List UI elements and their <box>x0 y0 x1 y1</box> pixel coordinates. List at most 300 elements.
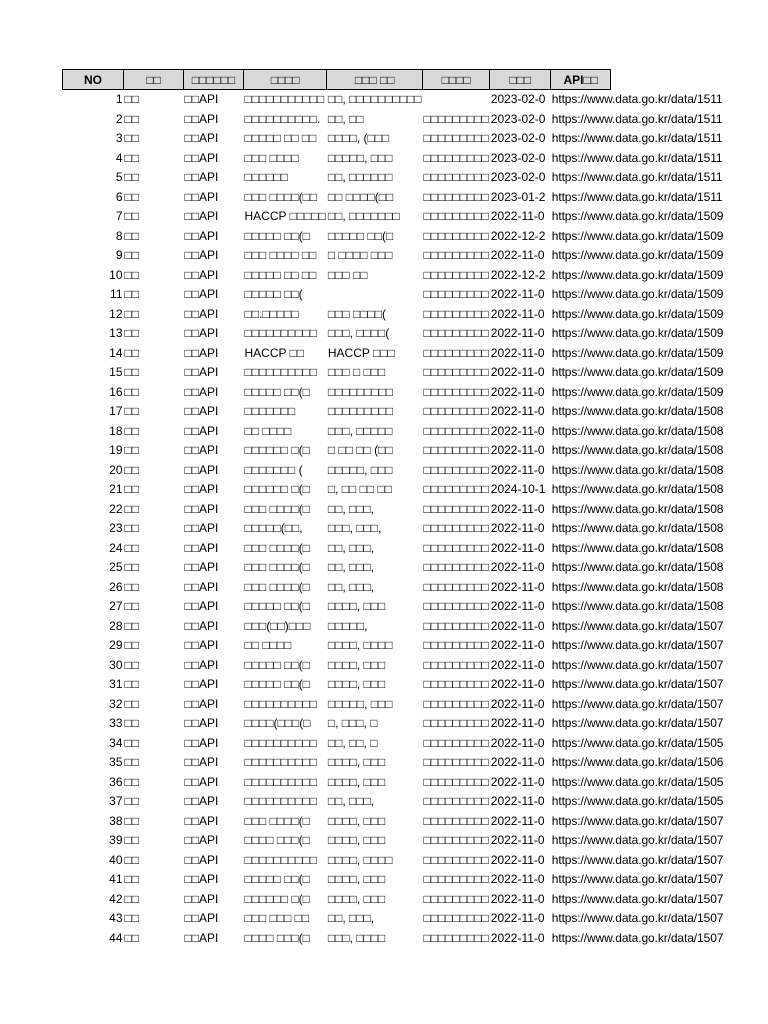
table-row <box>63 792 732 812</box>
cell-col6: □□□□□□□□□ <box>423 365 489 379</box>
row-number: 39 <box>109 833 123 847</box>
table-row <box>63 578 732 598</box>
cell-date: 2022-11-0 <box>490 248 545 262</box>
cell-col3: □□API <box>184 891 219 906</box>
row-number: 4 <box>115 150 123 165</box>
row-number: 19 <box>109 443 123 457</box>
cell-col3: □□API <box>184 696 219 711</box>
cell-col3: □□API <box>184 638 219 652</box>
cell-date: 2022-11-0 <box>490 423 545 438</box>
row-number: 21 <box>109 482 123 496</box>
cell-col3: □□API <box>184 131 219 145</box>
cell-api-url: https://www.data.go.kr/data/1507 <box>551 930 724 945</box>
cell-col3: □□API <box>184 540 219 555</box>
cell-date: 2022-11-0 <box>490 774 545 789</box>
cell-date: 2023-01-2 <box>490 189 546 204</box>
cell-col6: □□□□□□□□□ <box>423 384 489 399</box>
table-row <box>63 266 732 286</box>
table-row <box>63 656 732 676</box>
cell-col4: □□□□□□□□□□ <box>244 794 317 808</box>
cell-date: 2022-12-2 <box>490 267 546 282</box>
cell-col4: □□□□□□□□□□. <box>244 111 321 126</box>
cell-api-url: https://www.data.go.kr/data/1508 <box>551 540 724 555</box>
cell-col3: □□API <box>184 228 219 243</box>
table-row <box>63 890 732 910</box>
cell-api-url: https://www.data.go.kr/data/1507 <box>551 852 724 867</box>
cell-col2: □□ <box>124 150 139 165</box>
row-number: 36 <box>109 774 123 789</box>
cell-col5: □□□, □□□□ <box>327 930 386 945</box>
table-row <box>63 207 732 227</box>
cell-col3: □□API <box>184 248 219 262</box>
cell-col5: □□□□, □□□□ <box>327 638 393 652</box>
cell-col2: □□ <box>124 579 139 594</box>
cell-api-url: https://www.data.go.kr/data/1505 <box>551 794 724 808</box>
cell-col5: □□□□□, □□□ <box>327 462 393 477</box>
row-number: 40 <box>109 852 123 867</box>
cell-col3: □□API <box>184 326 219 340</box>
cell-col4: □□□ □□□□(□ <box>244 579 310 594</box>
table-row <box>63 285 732 305</box>
cell-api-url: https://www.data.go.kr/data/1509 <box>551 326 724 340</box>
table-row <box>63 500 732 520</box>
cell-col4: □□□□□□□□□□ <box>244 365 317 379</box>
cell-col5: □□, □□, □ <box>327 735 378 750</box>
table-row <box>63 324 732 344</box>
cell-date: 2022-11-0 <box>490 716 545 730</box>
table-row <box>63 831 732 851</box>
cell-col5: □□, □□□, <box>327 794 375 808</box>
cell-api-url: https://www.data.go.kr/data/1511 <box>551 131 723 145</box>
cell-col6: □□□□□□□□□ <box>423 618 489 633</box>
cell-col4: □□□□□ □□(□ <box>244 872 310 886</box>
cell-col2: □□ <box>124 618 139 633</box>
cell-col2: □□ <box>124 891 139 906</box>
cell-col6: □□□□□□□□□ <box>423 345 489 360</box>
cell-col2: □□ <box>124 306 139 321</box>
row-number: 26 <box>109 579 123 594</box>
cell-date: 2023-02-0 <box>490 92 546 106</box>
cell-col6: □□□□□□□□□ <box>423 482 489 496</box>
cell-col5: □□ □□□□(□□ <box>327 189 394 204</box>
cell-col6: □□□□□□□□□ <box>423 423 489 438</box>
cell-api-url: https://www.data.go.kr/data/1509 <box>551 267 724 282</box>
cell-col3: □□API <box>184 911 219 925</box>
cell-col2: □□ <box>124 852 139 867</box>
cell-col4: □□□□□□□□□□ <box>244 755 317 769</box>
cell-col2: □□ <box>124 267 139 282</box>
cell-col4: □□□□□ □□(□ <box>244 384 310 399</box>
cell-date: 2022-11-0 <box>490 599 545 613</box>
row-number: 5 <box>115 170 123 184</box>
cell-col3: □□API <box>184 443 219 457</box>
table-row <box>63 90 732 110</box>
cell-api-url: https://www.data.go.kr/data/1509 <box>551 384 724 399</box>
cell-col5: □□□□□ □□(□ <box>327 228 394 243</box>
cell-api-url: https://www.data.go.kr/data/1507 <box>551 872 724 886</box>
column-header-2: □□ <box>124 70 184 90</box>
cell-col2: □□ <box>124 92 139 106</box>
cell-col3: □□API <box>184 345 219 360</box>
cell-api-url: https://www.data.go.kr/data/1509 <box>551 345 724 360</box>
cell-col2: □□ <box>124 462 139 477</box>
cell-col4: □□□□□ □□(□ <box>244 599 310 613</box>
cell-col5: □□□□, □□□ <box>327 872 386 886</box>
cell-col2: □□ <box>124 326 139 340</box>
row-number: 20 <box>109 462 123 477</box>
cell-col3: □□API <box>184 189 219 204</box>
cell-api-url: https://www.data.go.kr/data/1507 <box>551 891 724 906</box>
cell-col4: □□□□□□□ ( <box>244 462 303 477</box>
cell-col3: □□API <box>184 92 219 106</box>
cell-col4: □□□□□(□□, <box>244 521 303 535</box>
cell-col2: □□ <box>124 813 139 828</box>
cell-date: 2022-11-0 <box>490 930 545 945</box>
cell-col2: □□ <box>124 540 139 555</box>
cell-col5: □□□□, □□□ <box>327 813 386 828</box>
cell-col4: □□□□(□□□(□ <box>244 716 311 730</box>
table-row <box>63 402 732 422</box>
cell-col4: □□□□□□□□□□ <box>244 326 317 340</box>
cell-col5: □□□□, □□□ <box>327 891 386 906</box>
table-row <box>63 168 732 188</box>
cell-col4: □□□□□□□□□□ <box>244 774 317 789</box>
cell-col4: □□□ □□□□(□ <box>244 540 310 555</box>
cell-col2: □□ <box>124 287 139 301</box>
cell-date: 2022-11-0 <box>490 891 545 906</box>
cell-col4: □□□□□□□□□□□ <box>244 92 325 106</box>
cell-col3: □□API <box>184 930 219 945</box>
column-header-4: □□□□ <box>244 70 327 90</box>
cell-col3: □□API <box>184 501 219 516</box>
table-row <box>63 539 732 559</box>
row-number: 32 <box>109 696 123 711</box>
row-number: 27 <box>109 599 123 613</box>
cell-col2: □□ <box>124 696 139 711</box>
cell-date: 2023-02-0 <box>490 131 546 145</box>
cell-col4: □□ □□□□ <box>244 423 292 438</box>
cell-col4: □□□□□□ □(□ <box>244 891 310 906</box>
cell-col3: □□API <box>184 365 219 379</box>
row-number: 30 <box>109 657 123 672</box>
cell-col4: □□□ □□□□(□ <box>244 501 310 516</box>
cell-api-url: https://www.data.go.kr/data/1509 <box>551 248 724 262</box>
cell-api-url: https://www.data.go.kr/data/1511 <box>551 170 723 184</box>
cell-col6: □□□□□□□□□ <box>423 872 489 886</box>
cell-api-url: https://www.data.go.kr/data/1507 <box>551 657 724 672</box>
cell-col2: □□ <box>124 228 139 243</box>
cell-col5: □□□□, □□□ <box>327 677 386 691</box>
cell-col3: □□API <box>184 657 219 672</box>
cell-date: 2022-11-0 <box>490 833 545 847</box>
cell-col4: □□□ □□□□(□ <box>244 560 310 574</box>
cell-col4: □□□ □□□ □□ <box>244 911 310 925</box>
cell-col4: □□.□□□□□ <box>244 306 299 321</box>
cell-col5: □□□ □□□□( <box>327 306 386 321</box>
cell-col6: □□□□□□□□□ <box>423 891 489 906</box>
row-number: 35 <box>109 755 123 769</box>
cell-col6: □□□□□□□□□ <box>423 911 489 925</box>
cell-col4: □□□□□□ □(□ <box>244 482 310 496</box>
cell-col2: □□ <box>124 872 139 886</box>
cell-col5: □□, □□□, <box>327 540 375 555</box>
cell-date: 2022-11-0 <box>490 209 545 223</box>
row-number: 28 <box>109 618 123 633</box>
cell-date: 2022-11-0 <box>490 443 545 457</box>
table-row <box>63 753 732 773</box>
cell-col5: □□□□□□□□□ <box>327 404 394 418</box>
cell-api-url: https://www.data.go.kr/data/1508 <box>551 579 724 594</box>
table-row <box>63 422 732 442</box>
column-header-api: API□□ <box>551 70 611 90</box>
cell-date: 2022-11-0 <box>490 735 545 750</box>
cell-col3: □□API <box>184 833 219 847</box>
cell-col2: □□ <box>124 131 139 145</box>
cell-col4: □□□ □□□□ □□ <box>244 248 317 262</box>
cell-col6: □□□□□□□□□ <box>423 111 489 126</box>
cell-col6: □□□□□□□□□ <box>423 462 489 477</box>
cell-col2: □□ <box>124 111 139 126</box>
cell-col2: □□ <box>124 365 139 379</box>
cell-col4: HACCP □□□□□ <box>244 209 326 223</box>
cell-col4: □□□ □□□□ <box>244 150 299 165</box>
cell-api-url: https://www.data.go.kr/data/1511 <box>551 150 723 165</box>
table-row <box>63 636 732 656</box>
cell-col6: □□□□□□□□□ <box>423 560 489 574</box>
cell-api-url: https://www.data.go.kr/data/1509 <box>551 365 724 379</box>
column-header-7: □□□ <box>490 70 551 90</box>
cell-date: 2022-11-0 <box>490 462 545 477</box>
cell-col5: □□, □□□, <box>327 501 375 516</box>
column-header-6: □□□□ <box>423 70 490 90</box>
cell-col2: □□ <box>124 404 139 418</box>
cell-api-url: https://www.data.go.kr/data/1508 <box>551 599 724 613</box>
cell-col5: □□□ □ □□□ <box>327 365 386 379</box>
cell-date: 2022-11-0 <box>490 677 545 691</box>
table-row <box>63 909 732 929</box>
cell-col5: □□□□□□□□□ <box>327 384 394 399</box>
cell-col6: □□□□□□□□□ <box>423 755 489 769</box>
cell-col2: □□ <box>124 482 139 496</box>
cell-date: 2023-02-0 <box>490 170 546 184</box>
cell-col4: □□□□ □□□(□ <box>244 930 310 945</box>
cell-col4: □□□□□□ <box>244 170 288 184</box>
cell-date: 2022-11-0 <box>490 365 545 379</box>
cell-col5 <box>327 285 423 305</box>
cell-date: 2022-11-0 <box>490 521 545 535</box>
row-number: 23 <box>109 521 123 535</box>
cell-col6: □□□□□□□□□ <box>423 599 489 613</box>
row-number: 7 <box>115 209 123 223</box>
cell-col2: □□ <box>124 911 139 925</box>
cell-api-url: https://www.data.go.kr/data/1506 <box>551 755 724 769</box>
table-row <box>63 344 732 364</box>
cell-col5: □□, □□□□□□□ <box>327 209 400 223</box>
cell-col2: □□ <box>124 657 139 672</box>
cell-date: 2022-11-0 <box>490 638 545 652</box>
cell-col3: □□API <box>184 209 219 223</box>
cell-col2: □□ <box>124 521 139 535</box>
cell-col6: □□□□□□□□□ <box>423 696 489 711</box>
row-number: 38 <box>109 813 123 828</box>
cell-api-url: https://www.data.go.kr/data/1507 <box>551 833 724 847</box>
row-number: 15 <box>109 365 123 379</box>
header-row <box>63 70 732 90</box>
cell-col6: □□□□□□□□□ <box>423 150 489 165</box>
cell-col5: □□□□, (□□□ <box>327 131 390 145</box>
cell-date: 2022-11-0 <box>490 326 545 340</box>
header-spacer <box>611 70 732 90</box>
cell-date: 2023-02-0 <box>490 150 546 165</box>
cell-col3: □□API <box>184 150 219 165</box>
cell-col5: □□, □□ <box>327 111 364 126</box>
cell-col6: □□□□□□□□□ <box>423 813 489 828</box>
row-number: 14 <box>109 345 123 360</box>
table-row <box>63 110 732 130</box>
cell-col2: □□ <box>124 209 139 223</box>
cell-col6: □□□□□□□□□ <box>423 833 489 847</box>
cell-col3: □□API <box>184 872 219 886</box>
row-number: 8 <box>115 228 123 243</box>
cell-col3: □□API <box>184 677 219 691</box>
cell-col2: □□ <box>124 599 139 613</box>
cell-col2: □□ <box>124 384 139 399</box>
column-header-no: NO <box>63 70 124 90</box>
cell-col4: □□□□□ □□ □□ <box>244 131 317 145</box>
cell-col6: □□□□□□□□□ <box>423 326 489 340</box>
cell-col6 <box>423 90 490 110</box>
row-number: 1 <box>115 92 123 106</box>
table-row <box>63 305 732 325</box>
cell-col2: □□ <box>124 501 139 516</box>
row-number: 10 <box>109 267 123 282</box>
cell-col5: □□□□, □□□ <box>327 774 386 789</box>
cell-col3: □□API <box>184 521 219 535</box>
cell-col3: □□API <box>184 618 219 633</box>
cell-date: 2022-11-0 <box>490 404 545 418</box>
cell-col3: □□API <box>184 579 219 594</box>
cell-col3: □□API <box>184 755 219 769</box>
table-row <box>63 675 732 695</box>
cell-date: 2022-11-0 <box>490 657 545 672</box>
cell-col5: □□, □□□□□□ <box>327 170 393 184</box>
row-number: 25 <box>109 560 123 574</box>
cell-col3: □□API <box>184 735 219 750</box>
cell-col4: □□□□□ □□(□ <box>244 228 310 243</box>
cell-col3: □□API <box>184 384 219 399</box>
table-body <box>63 90 732 949</box>
cell-api-url: https://www.data.go.kr/data/1505 <box>551 774 724 789</box>
cell-date: 2022-11-0 <box>490 794 545 808</box>
row-number: 11 <box>110 287 123 301</box>
cell-col3: □□API <box>184 306 219 321</box>
cell-col3: □□API <box>184 560 219 574</box>
cell-api-url: https://www.data.go.kr/data/1508 <box>551 482 724 496</box>
table-row <box>63 773 732 793</box>
cell-col5: □□□□□, <box>327 618 368 633</box>
cell-date: 2022-11-0 <box>490 813 545 828</box>
cell-api-url: https://www.data.go.kr/data/1511 <box>551 189 723 204</box>
table-row <box>63 129 732 149</box>
column-header-5: □□□ □□ <box>327 70 423 90</box>
cell-col6: □□□□□□□□□ <box>423 287 489 301</box>
cell-col6: □□□□□□□□□ <box>423 677 489 691</box>
row-number: 3 <box>115 131 123 145</box>
cell-col3: □□API <box>184 813 219 828</box>
cell-col3: □□API <box>184 462 219 477</box>
cell-date: 2022-11-0 <box>490 872 545 886</box>
cell-col6: □□□□□□□□□ <box>423 170 489 184</box>
table-row <box>63 383 732 403</box>
table-row <box>63 149 732 169</box>
cell-api-url: https://www.data.go.kr/data/1509 <box>551 306 724 321</box>
cell-col2: □□ <box>124 170 139 184</box>
cell-col3: □□API <box>184 774 219 789</box>
cell-col5: □□, □□□□□□□□□□ <box>327 92 422 106</box>
cell-col6: □□□□□□□□□ <box>423 443 489 457</box>
data-table <box>62 69 732 948</box>
cell-col6: □□□□□□□□□ <box>423 657 489 672</box>
row-number: 9 <box>115 248 123 262</box>
row-number: 29 <box>109 638 123 652</box>
cell-col6: □□□□□□□□□ <box>423 930 489 945</box>
cell-col2: □□ <box>124 774 139 789</box>
cell-col5: □, □□ □□ □□ <box>327 482 392 496</box>
cell-col4: □□□□□□□□□□ <box>244 735 317 750</box>
row-number: 22 <box>109 501 123 516</box>
cell-col5: □□□, □□□□□ <box>327 423 393 438</box>
cell-col3: □□API <box>184 170 219 184</box>
cell-col2: □□ <box>124 735 139 750</box>
cell-col4: □□□□□□ □(□ <box>244 443 310 457</box>
cell-api-url: https://www.data.go.kr/data/1508 <box>551 423 724 438</box>
cell-col6: □□□□□□□□□ <box>423 209 489 223</box>
cell-api-url: https://www.data.go.kr/data/1507 <box>551 677 724 691</box>
cell-col2: □□ <box>124 794 139 808</box>
table-row <box>63 558 732 578</box>
cell-col5: □□□□□, □□□ <box>327 696 393 711</box>
cell-col4: □□□□□□□□□□ <box>244 852 317 867</box>
table-row <box>63 597 732 617</box>
row-number: 33 <box>109 716 123 730</box>
table-row <box>63 363 732 383</box>
cell-col2: □□ <box>124 560 139 574</box>
cell-date: 2022-11-0 <box>490 911 545 925</box>
row-number: 41 <box>109 872 123 886</box>
cell-col5: □□□, □□□□( <box>327 326 390 340</box>
cell-col6: □□□□□□□□□ <box>423 852 489 867</box>
cell-col3: □□API <box>184 716 219 730</box>
table-row <box>63 929 732 949</box>
cell-col2: □□ <box>124 833 139 847</box>
cell-col4: □□□ □□□□(□□ <box>244 189 318 204</box>
cell-date: 2022-11-0 <box>490 345 545 360</box>
row-number: 18 <box>109 423 123 438</box>
cell-api-url: https://www.data.go.kr/data/1508 <box>551 404 724 418</box>
cell-col5: □ □□ □□ (□□ <box>327 443 393 457</box>
cell-col2: □□ <box>124 443 139 457</box>
cell-col5: □□□□, □□□ <box>327 755 386 769</box>
cell-date: 2023-02-0 <box>490 111 546 126</box>
cell-col5: HACCP □□□ <box>327 345 395 360</box>
row-number: 12 <box>109 306 123 321</box>
table-row <box>63 695 732 715</box>
row-number: 44 <box>109 930 123 945</box>
row-number: 37 <box>109 794 123 808</box>
row-number: 16 <box>109 384 123 399</box>
cell-api-url: https://www.data.go.kr/data/1507 <box>551 696 724 711</box>
cell-col6: □□□□□□□□□ <box>423 716 489 730</box>
